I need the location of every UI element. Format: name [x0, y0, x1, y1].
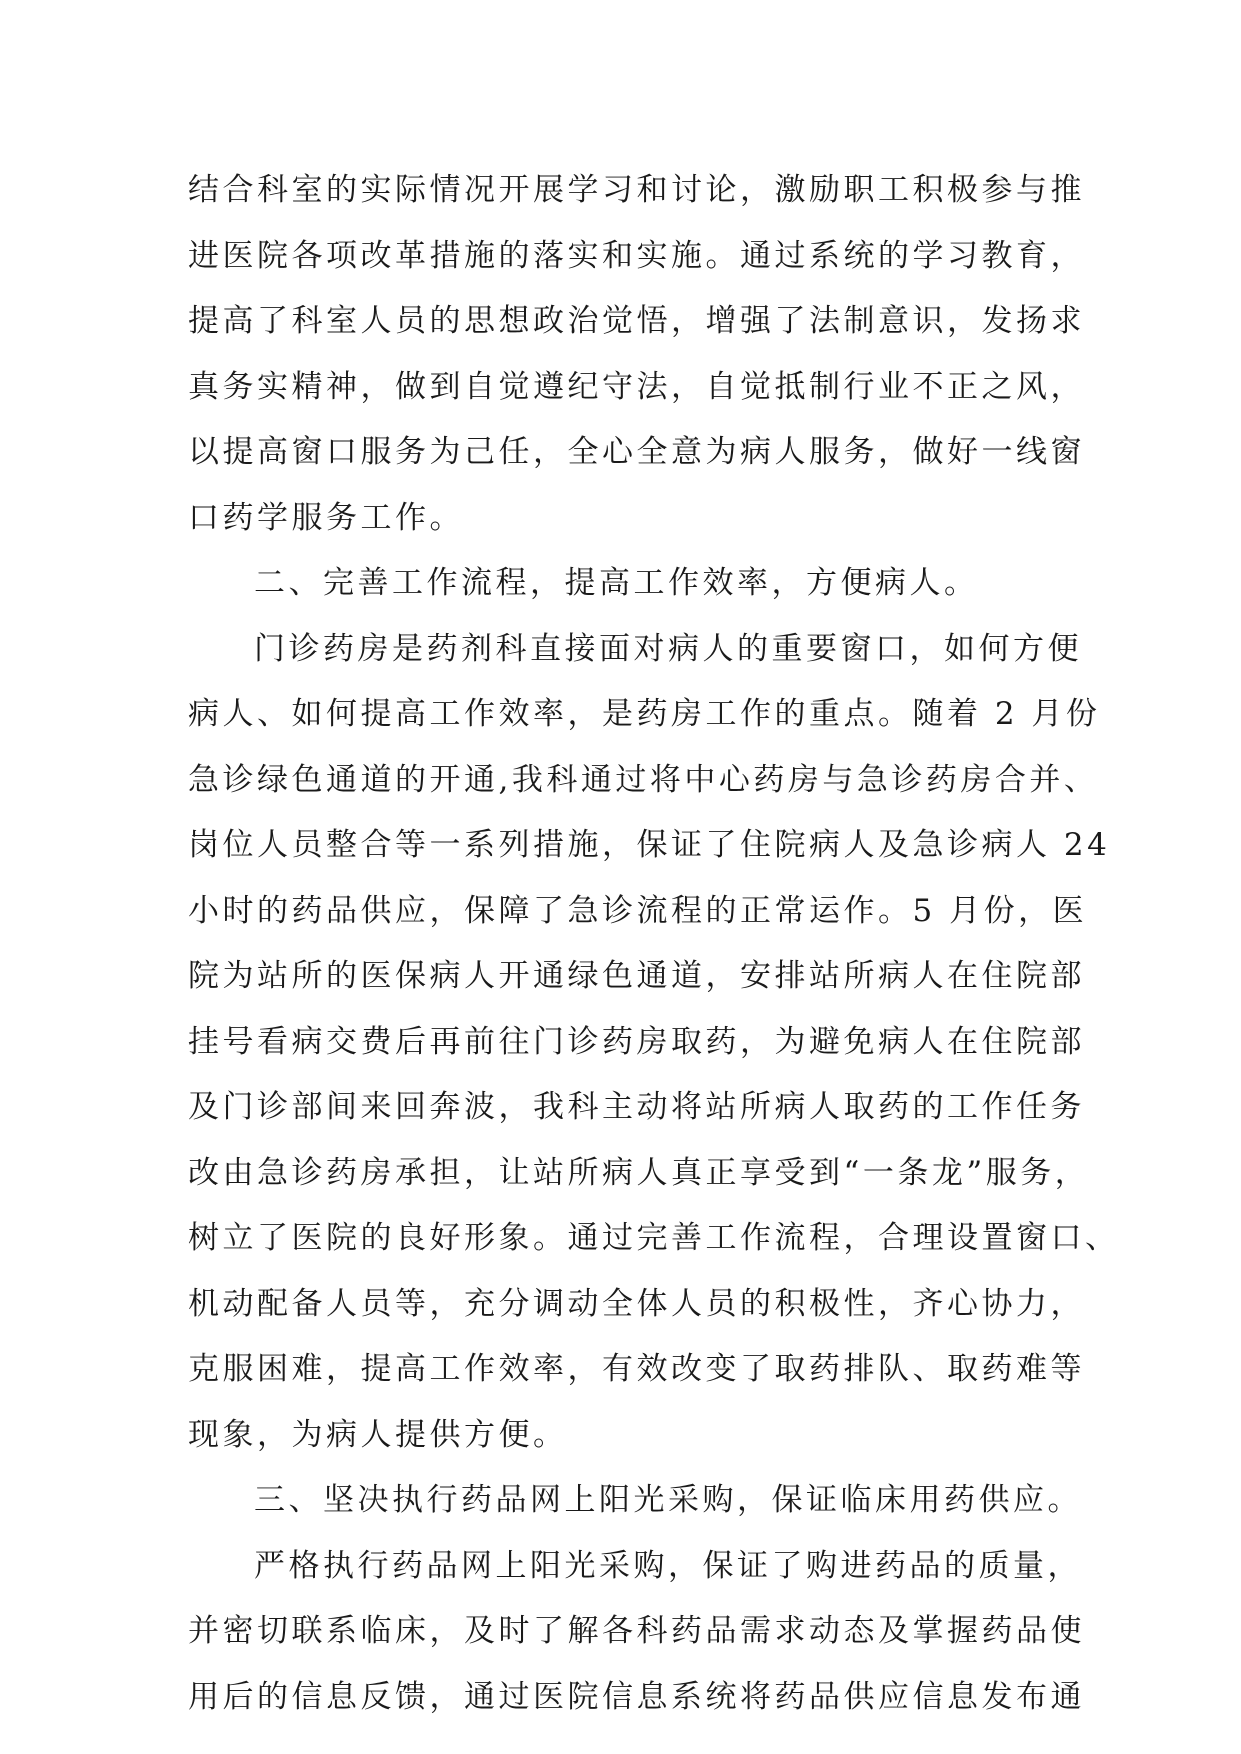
text-line: 机动配备人员等，充分调动全体人员的积极性，齐心协力，: [188, 1285, 1085, 1322]
text-line: 提高了科室人员的思想政治觉悟，增强了法制意识，发扬求: [188, 303, 1085, 339]
section-heading: 二、完善工作流程，提高工作效率，方便病人。: [254, 565, 979, 601]
text-line: 真务实精神，做到自觉遵纪守法，自觉抵制行业不正之风，: [188, 368, 1085, 405]
text-line: 小时的药品供应，保障了急诊流程的正常运作。5 月份，医: [188, 892, 1088, 929]
text-line: 进医院各项改革措施的落实和实施。通过系统的学习教育，: [188, 237, 1085, 274]
text-line: 结合科室的实际情况开展学习和讨论，激励职工积极参与推: [188, 172, 1085, 208]
text-line: 口药学服务工作。: [188, 499, 464, 536]
text-line: 及门诊部间来回奔波，我科主动将站所病人取药的工作任务: [188, 1089, 1085, 1125]
section-heading: 三、坚决执行药品网上阳光采购，保证临床用药供应。: [254, 1482, 1082, 1518]
text-line: 以提高窗口服务为己任，全心全意为病人服务，做好一线窗: [188, 434, 1085, 470]
text-line: 克服困难，提高工作效率，有效改变了取药排队、取药难等: [188, 1351, 1085, 1387]
text-line: 岗位人员整合等一系列措施，保证了住院病人及急诊病人 24: [188, 827, 1111, 863]
text-line: 门诊药房是药剂科直接面对病人的重要窗口，如何方便: [254, 630, 1082, 667]
text-line: 用后的信息反馈，通过医院信息系统将药品供应信息发布通: [188, 1678, 1085, 1715]
text-line: 挂号看病交费后再前往门诊药房取药，为避免病人在住院部: [188, 1023, 1085, 1060]
text-line: 并密切联系临床，及时了解各科药品需求动态及掌握药品使: [188, 1613, 1085, 1649]
text-line: 院为站所的医保病人开通绿色通道，安排站所病人在住院部: [188, 958, 1085, 994]
text-line: 病人、如何提高工作效率，是药房工作的重点。随着 2 月份: [188, 696, 1101, 732]
text-line: 严格执行药品网上阳光采购，保证了购进药品的质量，: [254, 1547, 1082, 1584]
text-line: 改由急诊药房承担，让站所病人真正享受到“一条龙”服务，: [188, 1154, 1090, 1191]
text-line: 急诊绿色通道的开通,我科通过将中心药房与急诊药房合并、: [188, 761, 1099, 798]
text-line: 现象，为病人提供方便。: [188, 1416, 568, 1453]
document-body: [188, 158, 1120, 1730]
text-line: 树立了医院的良好形象。通过完善工作流程，合理设置窗口、: [188, 1220, 1120, 1256]
